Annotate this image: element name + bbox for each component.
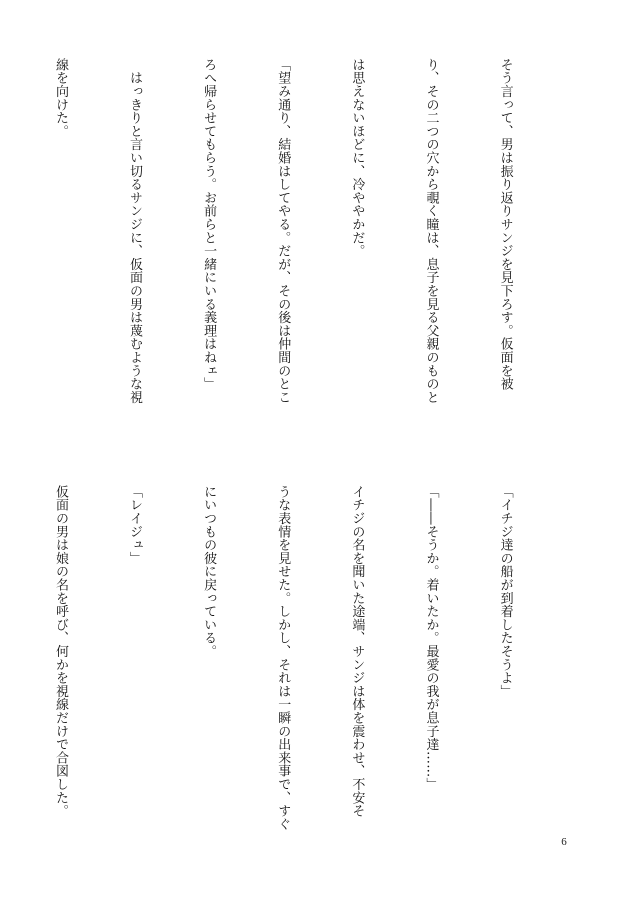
top-text-block	[52, 58, 566, 404]
text-line: うな表情を見せた。しかし、それは一瞬の出来事で、すぐ	[275, 485, 291, 831]
text-line: にいつもの彼に戻っている。	[201, 485, 217, 658]
text-line: り、その二つの穴から覗く瞳は、息子を見る父親のものと	[423, 58, 439, 404]
text-line: イチジの名を聞いた途端、サンジは体を震わせ、不安そ	[349, 485, 365, 818]
text-line: そう言って、男は振り返りサンジを見下ろす。仮面を被	[497, 58, 513, 391]
text-line: はっきりと言い切るサンジに、仮面の男は蔑むような視	[127, 58, 143, 404]
text-line: 仮面の男は娘の名を呼び、何かを視線だけで合図した。	[52, 485, 68, 818]
text-line: 「レイジュ」	[127, 485, 143, 565]
bottom-text-block	[52, 485, 566, 835]
page-number: 6	[561, 836, 567, 848]
text-line: 「イチジ達の船が到着したそうよ」	[497, 485, 513, 698]
text-line: 線を向けた。	[52, 58, 68, 138]
text-line: 「――そうか。着いたか。最愛の我が息子達……」	[423, 485, 439, 791]
text-line: は思えないほどに、冷ややかだ。	[349, 58, 365, 258]
text-line: 「望み通り、結婚はしてやる。だが、その後は仲間のとこ	[275, 58, 291, 404]
text-line: ろへ帰らせてもらう。お前らと一緒にいる義理はねェ」	[201, 58, 217, 391]
